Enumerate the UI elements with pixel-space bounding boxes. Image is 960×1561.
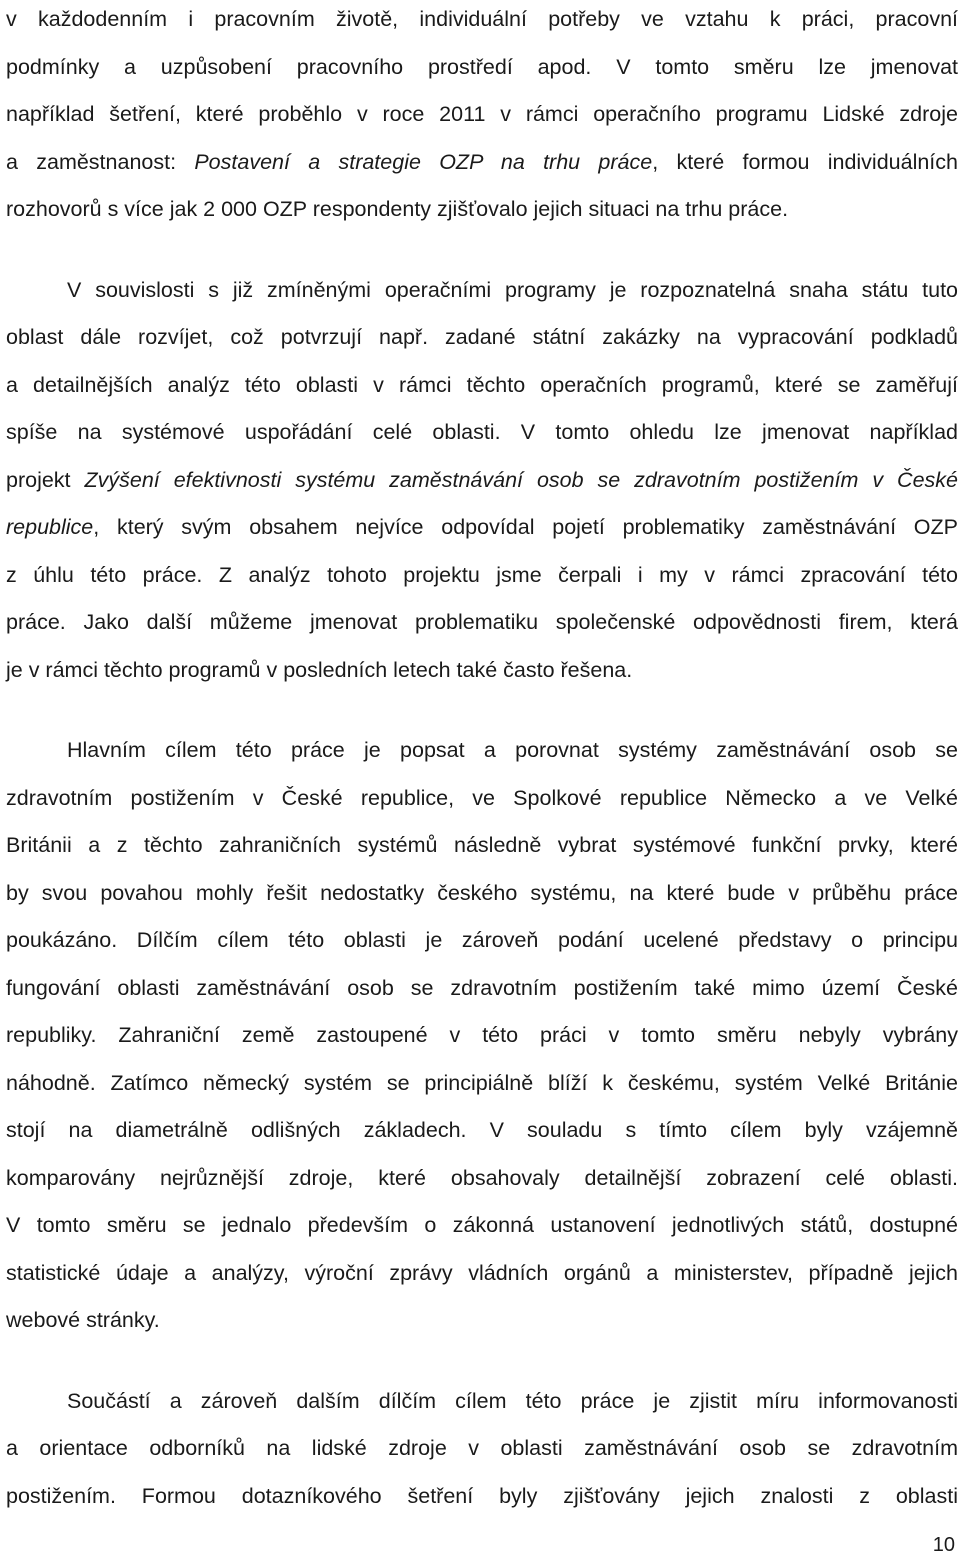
italic-text: republice [6, 515, 94, 539]
text-run: práce. Jako další můžeme jmenovat problematiku společenské odpovědnosti firem, která [6, 610, 958, 634]
text-run: statistické údaje a analýzy, výroční zprávy vládních orgánů a ministerstev, případně jejich [6, 1260, 958, 1285]
text-run: fungování oblasti zaměstnávání osob se zdravotním postižením také mimo území České [6, 975, 958, 1000]
page-number: 10 [932, 1534, 955, 1556]
italic-text: Postavení a strategie OZP na trhu práce [194, 149, 653, 174]
text-line [6, 1060, 958, 1108]
text-run: a orientace odborníků na lidské zdroje v oblasti zaměstnávání osob se zdravotním [6, 1436, 958, 1460]
text-run: spíše na systémové uspořádání celé oblasti. V tomto ohledu lze jmenovat například [6, 420, 958, 444]
text-run: je v rámci těchto programů v posledních letech také často řešena. [6, 657, 633, 682]
text-run: projekt [6, 467, 85, 492]
paragraph-gap [6, 234, 958, 267]
text-run: náhodně. Zatímco německý systém se principiálně blíží k českému, systém Velké Británie [6, 1070, 958, 1095]
text-run: například šetření, které proběhlo v roce 2011 v rámci operačního programu Lidské zdroje [6, 102, 958, 126]
text-line [6, 186, 958, 234]
text-line [6, 362, 958, 410]
text-run: by svou povahou mohly řešit nedostatky českého systému, na které bude v průběhu práce [6, 880, 958, 905]
text-run: stojí na diametrálně odlišných základech. V souladu s tímto cílem byly vzájemně [6, 1118, 958, 1142]
text-line [6, 775, 958, 823]
paragraph-1 [6, 0, 958, 234]
text-line [6, 267, 958, 315]
text-run: komparovány nejrůznější zdroje, které obsahovaly detailnější zobrazení celé oblasti. [6, 1165, 958, 1190]
text-line [6, 599, 958, 647]
text-line [6, 917, 958, 965]
paragraph-2 [6, 267, 958, 695]
text-line [6, 822, 958, 870]
text-line [6, 0, 958, 44]
text-run: poukázáno. Dílčím cílem této oblasti je zároveň podání ucelené představy o principu [6, 928, 958, 952]
text-run: a zaměstnanost: [6, 149, 195, 174]
text-run: rozhovorů s více jak 2 000 OZP respondenty zjišťovalo jejich situaci na trhu práce. [6, 197, 789, 221]
text-line [6, 91, 958, 139]
text-line [6, 1012, 958, 1060]
text-run: z úhlu této práce. Z analýz tohoto projektu jsme čerpali i my v rámci zpracování této [6, 562, 958, 587]
text-run: V souvislosti s již zmíněnými operačními programy je rozpoznatelná snaha státu tuto [67, 277, 958, 302]
text-run: , které formou individuálních [652, 149, 958, 174]
text-run: zdravotním postižením v České republice, ve Spolkové republice Německo a ve Velké [6, 785, 958, 810]
text-line [6, 552, 958, 600]
text-line [6, 647, 958, 695]
text-run: podmínky a uzpůsobení pracovního prostředí apod. V tomto směru lze jmenovat [6, 54, 958, 79]
text-run: webové stránky. [6, 1308, 160, 1332]
text-run: republiky. Zahraniční země zastoupené v této práci v tomto směru nebyly vybrány [6, 1023, 958, 1047]
text-run: oblast dále rozvíjet, což potvrzují např. zadané státní zakázky na vypracování podkladů [6, 325, 958, 349]
paragraph-gap [6, 1345, 958, 1378]
text-line [6, 139, 958, 187]
text-line [6, 44, 958, 92]
text-run: a detailnějších analýz této oblasti v rámci těchto operačních programů, které se zaměřují [6, 372, 958, 397]
text-line [6, 1425, 958, 1473]
text-run: V tomto směru se jednalo především o zákonná ustanovení jednotlivých států, dostupné [6, 1213, 958, 1237]
text-line [6, 1250, 958, 1298]
text-line [6, 1378, 958, 1426]
text-run: v každodenním i pracovním životě, individuální potřeby ve vztahu k práci, pracovní [6, 7, 958, 31]
text-line [6, 1107, 958, 1155]
paragraph-3 [6, 727, 958, 1345]
text-line [6, 457, 958, 505]
text-run: postižením. Formou dotazníkového šetření byly zjišťovány jejich znalosti z oblasti [6, 1483, 958, 1508]
text-line [6, 1473, 958, 1521]
document-page [6, 0, 958, 1520]
text-line [6, 409, 958, 457]
text-line [6, 965, 958, 1013]
italic-text: Zvýšení efektivnosti systému zaměstnávání osob se zdravotním postižením v České [84, 467, 958, 492]
text-run: Hlavním cílem této práce je popsat a porovnat systémy zaměstnávání osob se [67, 738, 958, 762]
paragraph-gap [6, 694, 958, 727]
text-line [6, 1297, 958, 1345]
text-line [6, 1202, 958, 1250]
text-line [6, 314, 958, 362]
text-line [6, 1155, 958, 1203]
text-run: , který svým obsahem nejvíce odpovídal pojetí problematiky zaměstnávání OZP [93, 515, 958, 539]
text-run: Součástí a zároveň dalším dílčím cílem této práce je zjistit míru informovanosti [67, 1388, 958, 1413]
text-line [6, 870, 958, 918]
text-run: Británii a z těchto zahraničních systémů následně vybrat systémové funkční prvky, které [6, 833, 958, 857]
text-line [6, 727, 958, 775]
text-line [6, 504, 958, 552]
paragraph-4 [6, 1378, 958, 1521]
